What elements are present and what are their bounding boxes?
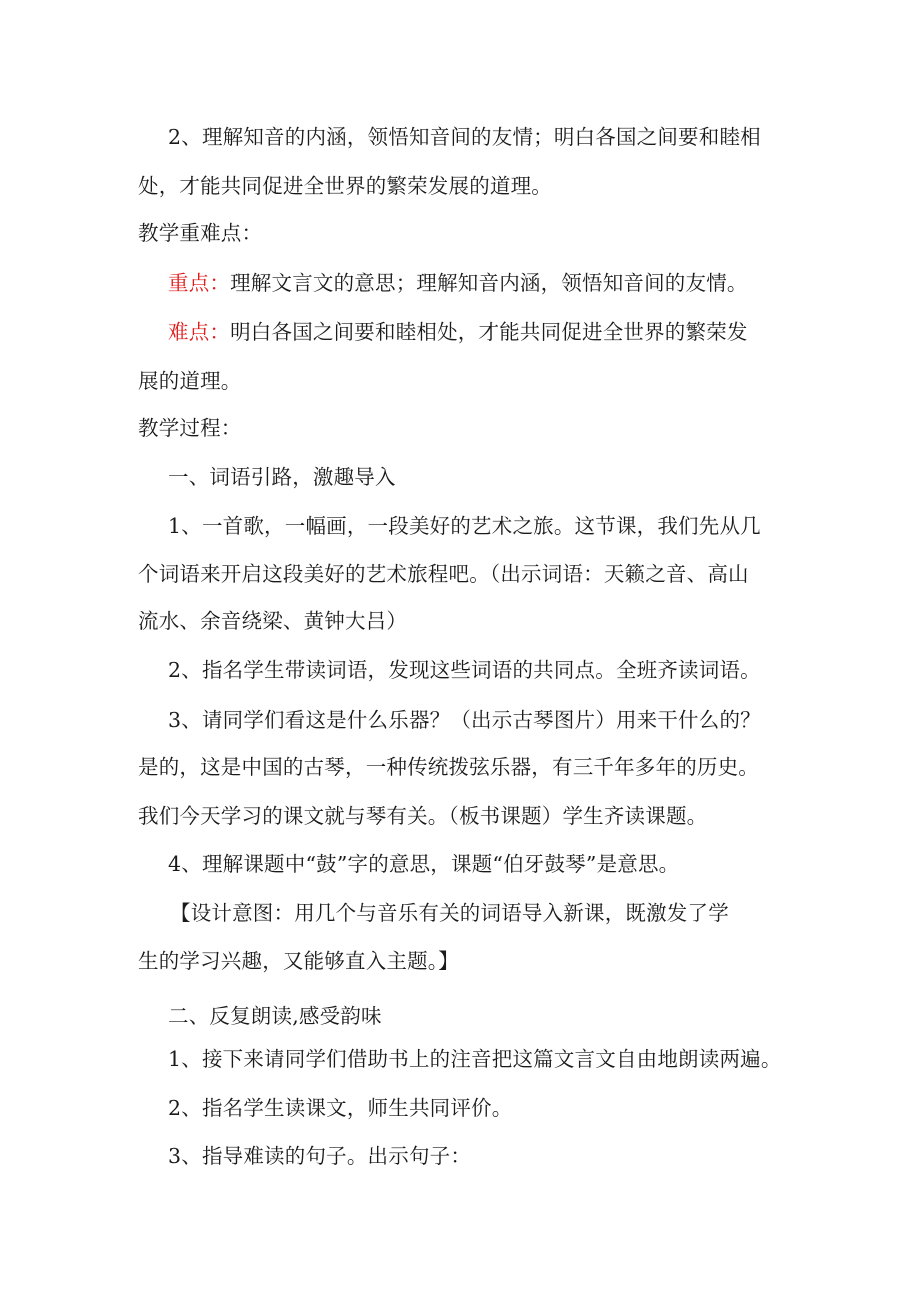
section-2-heading: 二、反复朗读,感受韵味 [168,1004,382,1028]
key-points-heading: 教学重难点： [138,221,263,245]
key-point-line [168,268,748,298]
objective-2-line-2: 处，才能共同促进全世界的繁荣发展的道理。 [138,174,552,198]
difficult-point-line-2: 展的道理。 [138,369,242,393]
step-2-line: 2、指名学生带读词语，发现这些词语的共同点。全班齐读词语。 [168,658,761,682]
section-2-step-2: 2、指名学生读课文，师生共同评价。 [168,1096,513,1120]
step-1-line-2: 个词语来开启这段美好的艺术旅程吧。（出示词语：天籁之音、高山 [138,562,749,586]
difficult-point-text: 明白各国之间要和睦相处，才能共同促进全世界的繁荣发 [230,320,748,344]
key-point-text: 理解文言文的意思；理解知音内涵，领悟知音间的友情。 [230,271,748,295]
step-1-line-3: 流水、余音绕梁、黄钟大吕） [138,609,408,633]
difficult-point-label: 难点： [168,320,231,344]
step-3-line-1: 3、请同学们看这是什么乐器？（出示古琴图片）用来干什么的？ [168,708,761,732]
section-2-step-3: 3、指导难读的句子。出示句子： [168,1144,472,1168]
key-point-label: 重点： [168,271,231,295]
teaching-process-heading: 教学过程： [138,416,242,440]
step-1-line-1: 1、一首歌，一幅画，一段美好的艺术之旅。这节课，我们先从几 [168,514,761,538]
section-2-step-1: 1、接下来请同学们借助书上的注音把这篇文言文自由地朗读两遍。 [168,1047,782,1071]
section-1-heading: 一、词语引路，激趣导入 [168,465,396,489]
step-3-line-3: 我们今天学习的课文就与琴有关。（板书课题）学生齐读课题。 [138,804,708,828]
step-4-line: 4、理解课题中“鼓”字的意思，课题“伯牙鼓琴”是意思。 [168,852,680,876]
objective-2-line-1: 2、理解知音的内涵，领悟知音间的友情；明白各国之间要和睦相 [168,125,761,149]
design-intent-line-1: 【设计意图：用几个与音乐有关的词语导入新课，既激发了学 [170,901,729,925]
step-3-line-2: 是的，这是中国的古琴，一种传统拨弦乐器，有三千年多年的历史。 [138,755,759,779]
difficult-point-line [168,317,748,347]
design-intent-line-2: 生的学习兴趣，又能够直入主题。】 [138,949,459,973]
